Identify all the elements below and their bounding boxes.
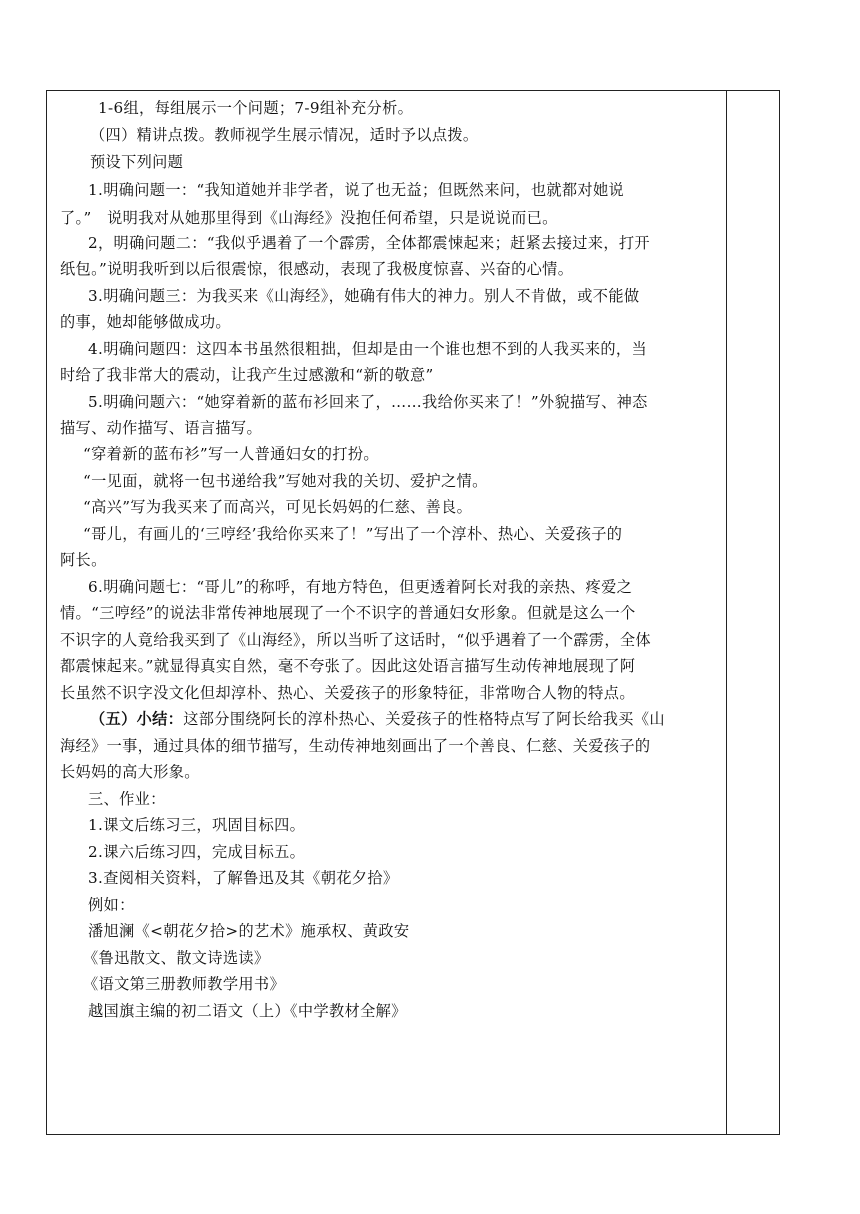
text-line: 长妈妈的高大形象。 [60,763,200,781]
text-line: 《鲁迅散文、散文诗选读》 [83,949,270,967]
summary-line [90,709,665,729]
text-line: （四）精讲点拨。教师视学生展示情况，适时予以点拨。 [90,126,479,144]
text-line: 不识字的人竟给我买到了《山海经》，所以当听了这话时，“似乎遇着了一个霹雳，全体 [60,631,651,649]
lesson-table [46,90,780,1135]
text-line: 《语文第三册教师教学用书》 [83,975,285,993]
text-line: “穿着新的蓝布衫”写一人普通妇女的打扮。 [83,445,379,463]
text-line: 1.课文后练习三，巩固目标四。 [88,816,306,834]
text-line: 6.明确问题七：“哥儿”的称呼，有地方特色，但更透着阿长对我的亲热、疼爱之 [88,578,633,596]
summary-text: 这部分围绕阿长的淳朴热心、关爱孩子的性格特点写了阿长给我买《山 [183,710,665,728]
text-line: 2.课六后练习四，完成目标五。 [88,843,306,861]
text-line: “一见面，就将一包书递给我”写她对我的关切、爱护之情。 [83,472,488,490]
summary-heading: （五）小结： [90,710,184,728]
text-line: 越国旗主编的初二语文（上）《中学教材全解》 [88,1002,407,1020]
text-line: “高兴”写为我买来了而高兴，可见长妈妈的仁慈、善良。 [83,498,473,516]
text-line: 都震悚起来。”就显得真实自然，毫不夸张了。因此这处语言描写生动传神地展现了阿 [60,657,636,675]
text-line: 1.明确问题一：“我知道她并非学者，说了也无益；但既然来问，也就都对她说 [88,181,625,199]
text-line: 时给了我非常大的震动，让我产生过感激和“新的敬意” [60,366,434,384]
text-line: 阿长。 [60,551,107,569]
text-line: 3.查阅相关资料，了解鲁迅及其《朝花夕拾》 [88,869,399,887]
text-line: 长虽然不识字没文化但却淳朴、热心、关爱孩子的形象特征，非常吻合人物的特点。 [60,684,635,702]
text-line: 4.明确问题四：这四本书虽然很粗拙，但却是由一个谁也想不到的人我买来的，当 [88,340,648,358]
side-notes-cell [727,91,779,1134]
text-line: 3.明确问题三：为我买来《山海经》，她确有伟大的神力。别人不肯做，或不能做 [88,287,640,305]
text-line: 情。“三哼经”的说法非常传神地展现了一个不识字的普通妇女形象。但就是这么一个 [60,604,636,622]
text-line: 例如： [88,896,135,914]
text-line: 的事，她却能够做成功。 [60,313,231,331]
text-line: 5.明确问题六：“她穿着新的蓝布衫回来了，……我给你买来了！”外貌描写、神态 [88,393,648,411]
text-line: 预设下列问题 [90,153,184,171]
text-line: 纸包。”说明我听到以后很震惊，很感动，表现了我极度惊喜、兴奋的心情。 [60,260,574,278]
text-line: “哥儿，有画儿的‘三哼经’我给你买来了！”写出了一个淳朴、热心、关爱孩子的 [83,525,623,543]
text-line: 三、作业： [88,790,166,808]
text-line: 了。” 说明我对从她那里得到《山海经》没抱任何希望，只是说说而已。 [60,209,558,227]
text-line: 1-6组，每组展示一个问题；7-9组补充分析。 [98,99,414,117]
text-line: 潘旭澜《<朝花夕拾>的艺术》施承权、黄政安 [88,922,410,940]
text-line: 2，明确问题二：“我似乎遇着了一个霹雳，全体都震悚起来；赶紧去接过来，打开 [88,234,650,252]
text-line: 描写、动作描写、语言描写。 [60,419,262,437]
text-line: 海经》一事，通过具体的细节描写，生动传神地刻画出了一个善良、仁慈、关爱孩子的 [60,737,651,755]
